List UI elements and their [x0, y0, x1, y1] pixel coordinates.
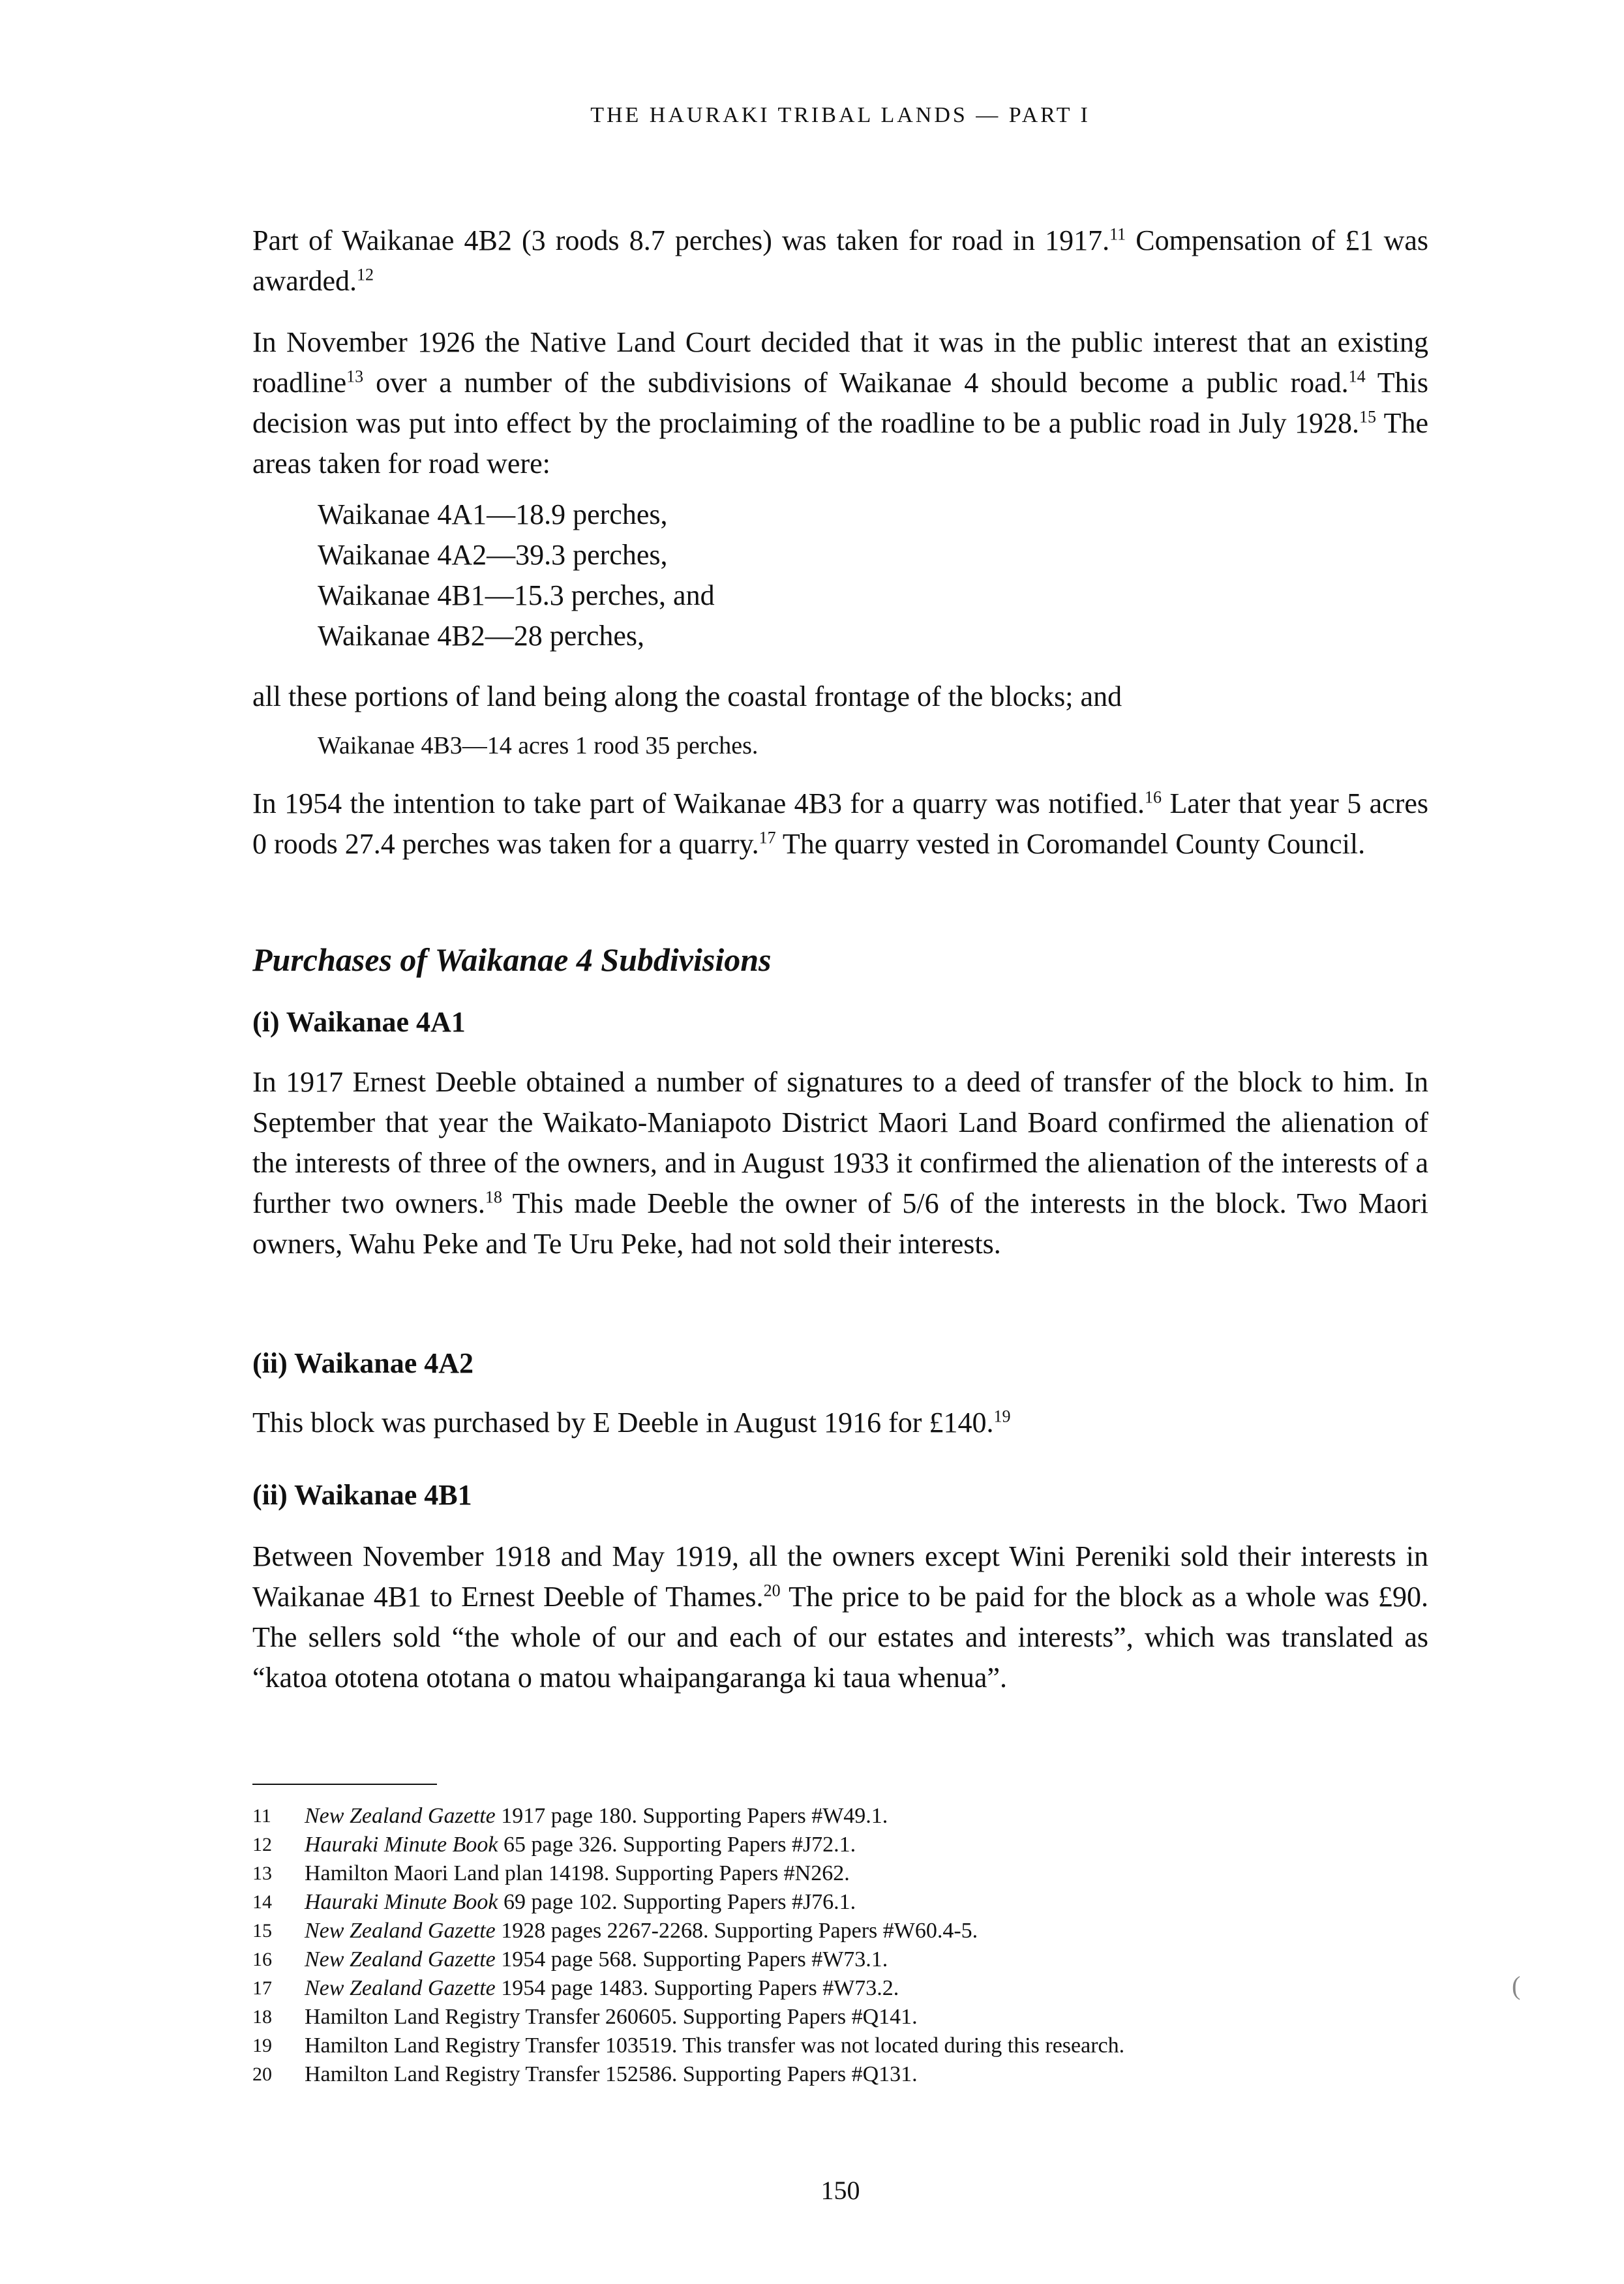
- footnote-text: Hamilton Land Registry Transfer 103519. This transfer was not located during this research.: [305, 2033, 1125, 2058]
- road-area-list-2: [318, 725, 1494, 766]
- footnote-number: 13: [252, 1863, 272, 1884]
- list-item: Waikanae 4A2—39.3 perches,: [318, 539, 668, 571]
- footnote: [252, 1831, 1428, 1859]
- footnote-ref: 14: [1348, 367, 1366, 386]
- footnote-number: 20: [252, 2063, 272, 2085]
- footnote-number: 18: [252, 2006, 272, 2028]
- list-item: Waikanae 4B1—15.3 perches, and: [318, 579, 715, 611]
- footnote: [252, 2003, 1428, 2032]
- paragraph-4b1: Between November 1918 and May 1919, all the owners except Wini Pereniki sold their interests in Waikanae 4B1 to Ernest Deeble of Thames.$^{20}$ The price to be paid for the block as a whole was £90. The sellers sold “the whole of our and each of our estates and interests”, which was translated as “katoa ototena ototana o matou whaipangaranga ki taua whenua”.: [252, 1540, 1428, 1694]
- footnote: [252, 2032, 1428, 2060]
- footnote-ref: 12: [357, 265, 374, 284]
- paragraph-quarry-1954: In 1954 the intention to take part of Waikanae 4B3 for a quarry was notified.$^{16}$ Later that year 5 acres 0 roods 27.4 perches was taken for a quarry.$^{17}$ The quarry vested in Coromandel County Council.: [252, 787, 1428, 860]
- footnotes: [252, 1802, 1428, 2089]
- footnote-number: 14: [252, 1891, 272, 1913]
- footnote: [252, 1974, 1428, 2003]
- footnote-ref: 20: [763, 1581, 781, 1600]
- footnote-text: 1917 page 180. Supporting Papers #W49.1.: [495, 1804, 888, 1828]
- footnote-source-title: New Zealand Gazette: [305, 1804, 496, 1828]
- road-area-list: [318, 495, 1494, 656]
- footnote: [252, 2060, 1428, 2089]
- footnote-text: 1928 pages 2267-2268. Supporting Papers #W60.4-5.: [495, 1919, 978, 1943]
- footnote-text: Hamilton Land Registry Transfer 260605. Supporting Papers #Q141.: [305, 2005, 918, 2029]
- subheading-4a2: (ii) Waikanae 4A2: [252, 1347, 474, 1379]
- footnote-ref: 17: [759, 828, 776, 847]
- footnote-source-title: New Zealand Gazette: [305, 1976, 496, 2000]
- footnote-ref: 18: [485, 1187, 502, 1207]
- paragraph-road-1917: Part of Waikanae 4B2 (3 roods 8.7 perches) was taken for road in 1917.11 Compensation of £1 was awarded.$^{12}$: [252, 224, 1428, 297]
- footnote-text: 69 page 102. Supporting Papers #J76.1.: [498, 1890, 856, 1914]
- footnote-text: 65 page 326. Supporting Papers #J72.1.: [498, 1833, 856, 1857]
- paragraph-roadline-1926: In November 1926 the Native Land Court decided that it was in the public interest that an existing roadline$^{13}$ over a number of the subdivisions of Waikanae 4 should become a public road.$^{14}$ This decision was put into effect by the proclaiming of the roadline to be a public road in July 1928.15 The areas taken for road were:: [252, 326, 1428, 480]
- footnote-source-title: Hauraki Minute Book: [305, 1890, 498, 1914]
- subheading-4a1: (i) Waikanae 4A1: [252, 1006, 466, 1038]
- footnote-ref: 15: [1359, 407, 1376, 427]
- list-item: Waikanae 4B2—28 perches,: [318, 620, 645, 652]
- footnote-number: 17: [252, 1977, 272, 1999]
- scan-mark-icon: (: [1512, 1971, 1521, 2000]
- footnote-ref: 13: [346, 367, 364, 386]
- footnote-divider: [252, 1784, 437, 1785]
- running-head: THE HAURAKI TRIBAL LANDS — PART I: [590, 103, 1090, 127]
- section-heading: Purchases of Waikanae 4 Subdivisions: [252, 941, 772, 978]
- footnote-ref: 11: [1109, 224, 1126, 244]
- footnote-number: 12: [252, 1834, 272, 1855]
- footnote-text: Hamilton Land Registry Transfer 152586. Supporting Papers #Q131.: [305, 2062, 918, 2086]
- footnote-source-title: Hauraki Minute Book: [305, 1833, 498, 1857]
- footnote: [252, 1945, 1428, 1974]
- footnote-number: 19: [252, 2035, 272, 2056]
- subheading-4b1: (ii) Waikanae 4B1: [252, 1479, 472, 1511]
- footnote-text: Hamilton Maori Land plan 14198. Supporting Papers #N262.: [305, 1861, 850, 1885]
- paragraph-4a2: This block was purchased by E Deeble in August 1916 for £140.19: [252, 1407, 1011, 1439]
- footnote-number: 15: [252, 1920, 272, 1941]
- paragraph-4a1: In 1917 Ernest Deeble obtained a number of signatures to a deed of transfer of the block to him. In September that year the Waikato-Maniapoto District Maori Land Board confirmed the alienation of the interests of three of the owners, and in August 1933 it confirmed the alienation of the interests of a further two owners.$^{18}$ This made Deeble the owner of 5/6 of the interests in the block. Two Maori owners, Wahu Peke and Te Uru Peke, had not sold their interests.: [252, 1066, 1428, 1260]
- list-item: Waikanae 4A1—18.9 perches,: [318, 498, 668, 530]
- footnote-source-title: New Zealand Gazette: [305, 1919, 496, 1943]
- footnote-text: 1954 page 1483. Supporting Papers #W73.2.: [495, 1976, 899, 2000]
- footnote: [252, 1888, 1428, 1917]
- footnote: [252, 1802, 1428, 1831]
- footnote-number: 11: [252, 1805, 271, 1827]
- footnote-ref: 19: [993, 1407, 1011, 1426]
- list-item: Waikanae 4B3—14 acres 1 rood 35 perches.: [318, 732, 759, 759]
- footnote-number: 16: [252, 1949, 272, 1970]
- footnote-text: 1954 page 568. Supporting Papers #W73.1.: [495, 1947, 888, 1972]
- footnote-ref: 16: [1145, 787, 1162, 807]
- footnote: [252, 1917, 1428, 1945]
- footnote-source-title: New Zealand Gazette: [305, 1947, 496, 1972]
- page-number: 150: [820, 2176, 860, 2205]
- paragraph-coastal-frontage: all these portions of land being along the coastal frontage of the blocks; and: [252, 680, 1122, 712]
- footnote: [252, 1859, 1428, 1888]
